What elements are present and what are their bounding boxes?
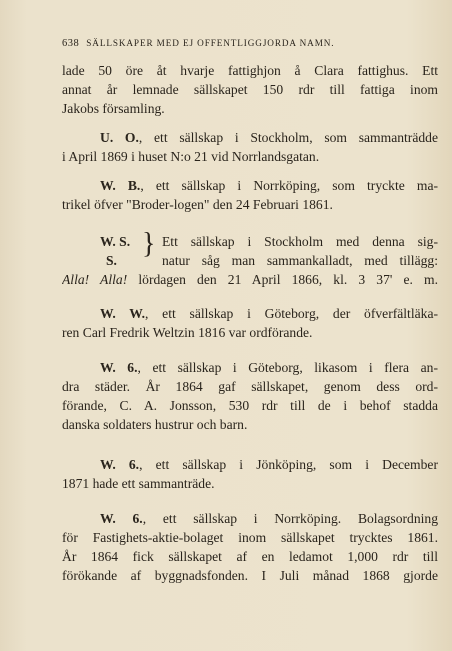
brace-glyph: }: [142, 227, 156, 260]
entry-label: W. 6.: [100, 457, 140, 472]
text-line: 1871 hade ett sammanträde.: [62, 476, 215, 491]
entry-text: , ett sällskap i Norrköping, som tryckte ma-: [140, 178, 438, 193]
entry-label: W. W.: [100, 306, 146, 321]
text-line: danska soldaters hustrur och barn.: [62, 417, 248, 432]
italic-text: Alla! Alla!: [62, 272, 128, 287]
entry-label: W. 6.: [100, 511, 143, 526]
entry-label: W. B.: [100, 178, 141, 193]
entry-text: , ett sällskap i Göteborg, likasom i flera an-: [137, 360, 438, 375]
entry-line: [100, 358, 438, 377]
text-line: dra städer. År 1864 gaf sällskapet, genom dess ord-: [62, 379, 438, 394]
entry-line: [100, 304, 438, 323]
text-line: förande, C. A. Jonsson, 530 rdr till de i behof stadda: [62, 398, 438, 413]
page-number: 638: [62, 38, 80, 49]
text-line: för Fastighets-aktie-bolaget inom sällskapet trycktes 1861.: [62, 530, 438, 545]
text-line: År 1864 fick sällskapet af en ledamot 1,000 rdr till: [62, 549, 438, 564]
entry-text: , ett sällskap i Jönköping, som i December: [139, 457, 438, 472]
entry-label: S.: [106, 253, 117, 268]
text-line: annat år lemnade sällskapet 150 rdr till fattiga inom: [62, 82, 438, 97]
entry-text: lördagen den 21 April 1866, kl. 3 37' e. m.: [127, 272, 438, 287]
entry-text: , ett sällskap i Göteborg, der öfverfältläka-: [145, 306, 438, 321]
entry-line: [100, 455, 438, 474]
entry-label: W. 6.: [100, 360, 138, 375]
entry-line: [62, 270, 438, 289]
text-line: lade 50 öre åt hvarje fattighjon å Clara fattighus. Ett: [62, 63, 438, 78]
entry-line: [100, 176, 438, 195]
text-line: i April 1869 i huset N:o 21 vid Norrlandsgatan.: [62, 149, 320, 164]
text-line: Jakobs församling.: [62, 101, 165, 116]
text-line: förökande af byggnadsfonden. I Juli månad 1868 gjorde: [62, 568, 438, 583]
entry-label: U. O.: [100, 130, 139, 145]
running-head-title: SÄLLSKAPER MED EJ OFFENTLIGGJORDA NAMN.: [86, 38, 335, 48]
entry-text: , ett sällskap i Norrköping. Bolagsordning: [142, 511, 438, 526]
entry-text: , ett sällskap i Stockholm, som sammanträdde: [138, 130, 438, 145]
entry-line: [100, 128, 438, 147]
entry-line: [100, 509, 438, 528]
entry-label: W. S.: [100, 234, 131, 249]
text-line: Ett sällskap i Stockholm med denna sig-: [162, 234, 438, 249]
text-line: trikel öfver "Broder-logen" den 24 Februari 1861.: [62, 197, 333, 212]
text-line: natur såg man sammankalladt, med tillägg:: [162, 253, 438, 268]
text-line: ren Carl Fredrik Weltzin 1816 var ordförande.: [62, 325, 313, 340]
running-header: [62, 38, 438, 49]
